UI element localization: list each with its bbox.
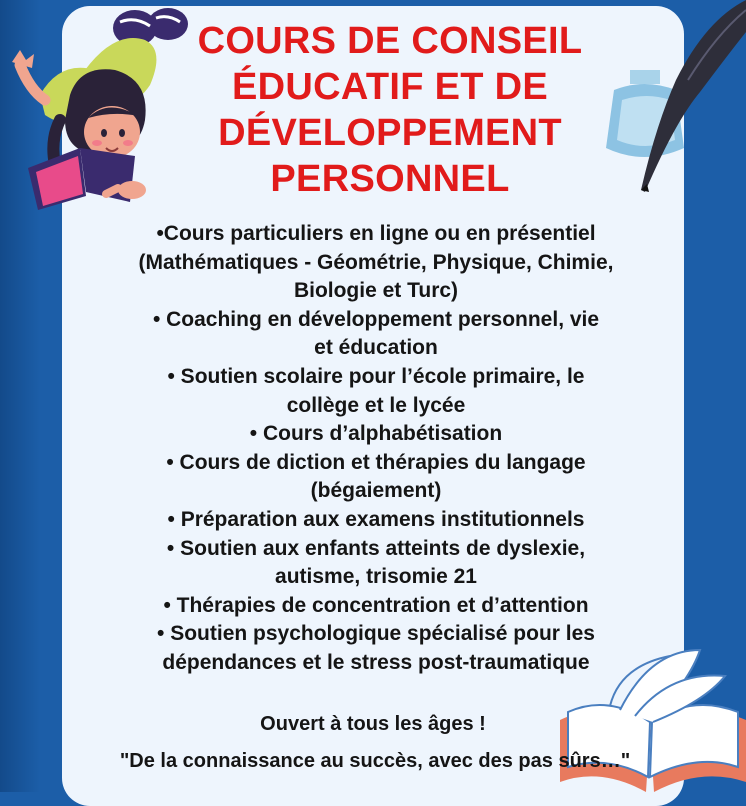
tagline: Ouvert à tous les âges ! — [260, 713, 486, 735]
services-list — [66, 220, 686, 678]
service-line: et éducation — [314, 336, 438, 360]
service-line: • Coaching en développement personnel, vie — [152, 307, 600, 331]
service-line: • Soutien psychologique spécialisé pour les — [157, 622, 595, 646]
service-line: • Soutien aux enfants atteints de dyslexie, — [166, 536, 586, 560]
service-line: (bégaiement) — [310, 479, 442, 503]
slogan-quote: "De la connaissance au succès, avec des pas sûrs…" — [119, 750, 631, 772]
service-line: dépendances et le stress post-traumatique — [162, 650, 590, 674]
service-line: • Cours de diction et thérapies du langage — [166, 450, 586, 474]
service-line: Biologie et Turc) — [293, 279, 459, 303]
service-line: • Thérapies de concentration et d’attention — [163, 593, 589, 617]
service-line: • Cours d’alphabétisation — [249, 422, 503, 446]
service-line: • Préparation aux examens institutionnels — [167, 507, 585, 531]
service-line: •Cours particuliers en ligne ou en présentiel — [156, 222, 596, 245]
title-line: DÉVELOPPEMENT — [218, 112, 562, 154]
title-line: COURS DE CONSEIL — [197, 20, 583, 62]
service-line: (Mathématiques - Géométrie, Physique, Chimie, — [138, 250, 614, 274]
service-line: autisme, trisomie 21 — [275, 565, 477, 589]
flyer-title — [150, 18, 630, 202]
title-line: PERSONNEL — [270, 158, 510, 200]
service-line: collège et le lycée — [286, 393, 466, 417]
service-line: • Soutien scolaire pour l’école primaire, le — [167, 364, 585, 388]
title-line: ÉDUCATIF ET DE — [232, 66, 548, 108]
